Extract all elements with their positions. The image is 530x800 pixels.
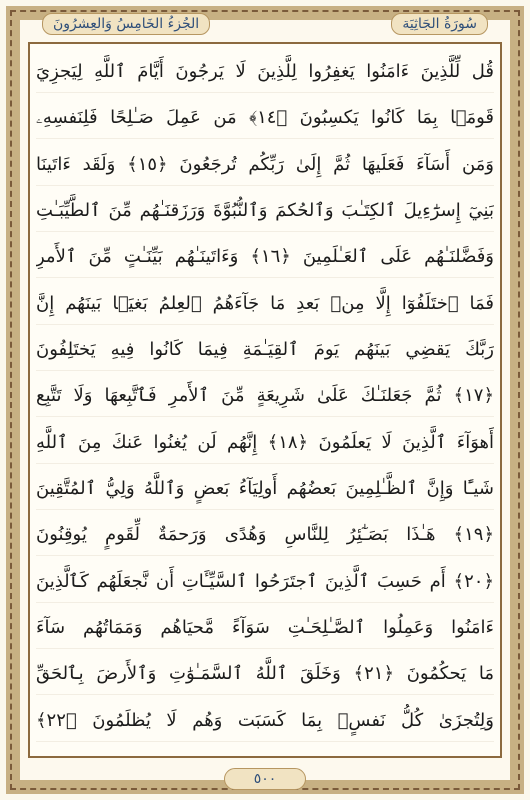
page-footer bbox=[0, 768, 530, 790]
verse-line: ﴿٢٠﴾ أَم حَسِبَ ٱلَّذِينَ ٱجتَرَحُوا ٱلسَّيِّـَٔاتِ أَن نَّجعَلَهُم كَٱلَّذِينَ bbox=[36, 562, 494, 603]
verse-line: شَيـًٔا وَإِنَّ ٱلظَّـٰلِمِينَ بَعضُهُم أَولِيَآءُ بَعضٍ وَٱللَّهُ وَلِيُّ ٱلمُتَّقِينَ bbox=[36, 469, 494, 510]
verse-line: قُل لِّلَّذِينَ ءَامَنُوا يَغفِرُوا لِلَّذِينَ لَا يَرجُونَ أَيَّامَ ٱللَّهِ لِيَجزِيَ bbox=[36, 52, 494, 93]
verse-line: ءَامَنُوا وَعَمِلُوا ٱلصَّـٰلِحَـٰتِ سَوَآءً مَّحيَاهُم وَمَمَاتُهُم سَآءَ bbox=[36, 608, 494, 649]
verse-line: ﴿١٩﴾ هَـٰذَا بَصَـٰٓئِرُ لِلنَّاسِ وَهُدًى وَرَحمَةٌ لِّقَومٍ يُوقِنُونَ bbox=[36, 515, 494, 556]
verse-line: وَمَن أَسَآءَ فَعَلَيهَا ثُمَّ إِلَىٰ رَبِّكُم تُرجَعُونَ ﴿١٥﴾ وَلَقَد ءَاتَينَا bbox=[36, 145, 494, 186]
verse-line: قَومَۢا بِمَا كَانُوا يَكسِبُونَ ﴿١٤﴾ مَن عَمِلَ صَـٰلِحًا فَلِنَفسِهِۦ bbox=[36, 98, 494, 139]
surah-title: سُورَةُ الجَاثِيَة bbox=[391, 13, 488, 35]
page-header bbox=[28, 10, 502, 38]
verse-line: أَهوَآءَ ٱلَّذِينَ لَا يَعلَمُونَ ﴿١٨﴾ إِنَّهُم لَن يُغنُوا عَنكَ مِنَ ٱللَّهِ bbox=[36, 423, 494, 464]
juz-title: الجُزءُ الخَامِسُ وَالعِشرُونَ bbox=[42, 13, 210, 35]
verse-line: وَفَضَّلنَـٰهُم عَلَى ٱلعَـٰلَمِينَ ﴿١٦﴾ وَءَاتَينَـٰهُم بَيِّنَـٰتٍ مِّنَ ٱلأَمرِ bbox=[36, 237, 494, 278]
verse-line: مَا يَحكُمُونَ ﴿٢١﴾ وَخَلَقَ ٱللَّهُ ٱلسَّمَـٰوَٰتِ وَٱلأَرضَ بِٱلحَقِّ bbox=[36, 654, 494, 695]
verse-line: وَلِتُجزَىٰ كُلُّ نَفسٍۭ بِمَا كَسَبَت وَهُم لَا يُظلَمُونَ ﴿٢٢﴾ bbox=[36, 701, 494, 742]
verse-line: ﴿١٧﴾ ثُمَّ جَعَلنَـٰكَ عَلَىٰ شَرِيعَةٍ مِّنَ ٱلأَمرِ فَٱتَّبِعهَا وَلَا تَتَّبِع bbox=[36, 376, 494, 417]
verse-line: رَبَّكَ يَقضِي بَينَهُم يَومَ ٱلقِيَـٰمَةِ فِيمَا كَانُوا فِيهِ يَختَلِفُونَ bbox=[36, 330, 494, 371]
verse-line: بَنِيٓ إِسرَٰٓءِيلَ ٱلكِتَـٰبَ وَٱلحُكمَ وَٱلنُّبُوَّةَ وَرَزَقنَـٰهُم مِّنَ ٱلطَّيِّبَـٰتِ bbox=[36, 191, 494, 232]
verse-lines bbox=[36, 52, 494, 742]
verse-line: فَمَا ٱختَلَفُوٓا إِلَّا مِنۢ بَعدِ مَا جَآءَهُمُ ٱلعِلمُ بَغيَۢا بَينَهُم إِنَّ bbox=[36, 284, 494, 325]
page-number: ٥٠٠ bbox=[224, 768, 306, 790]
